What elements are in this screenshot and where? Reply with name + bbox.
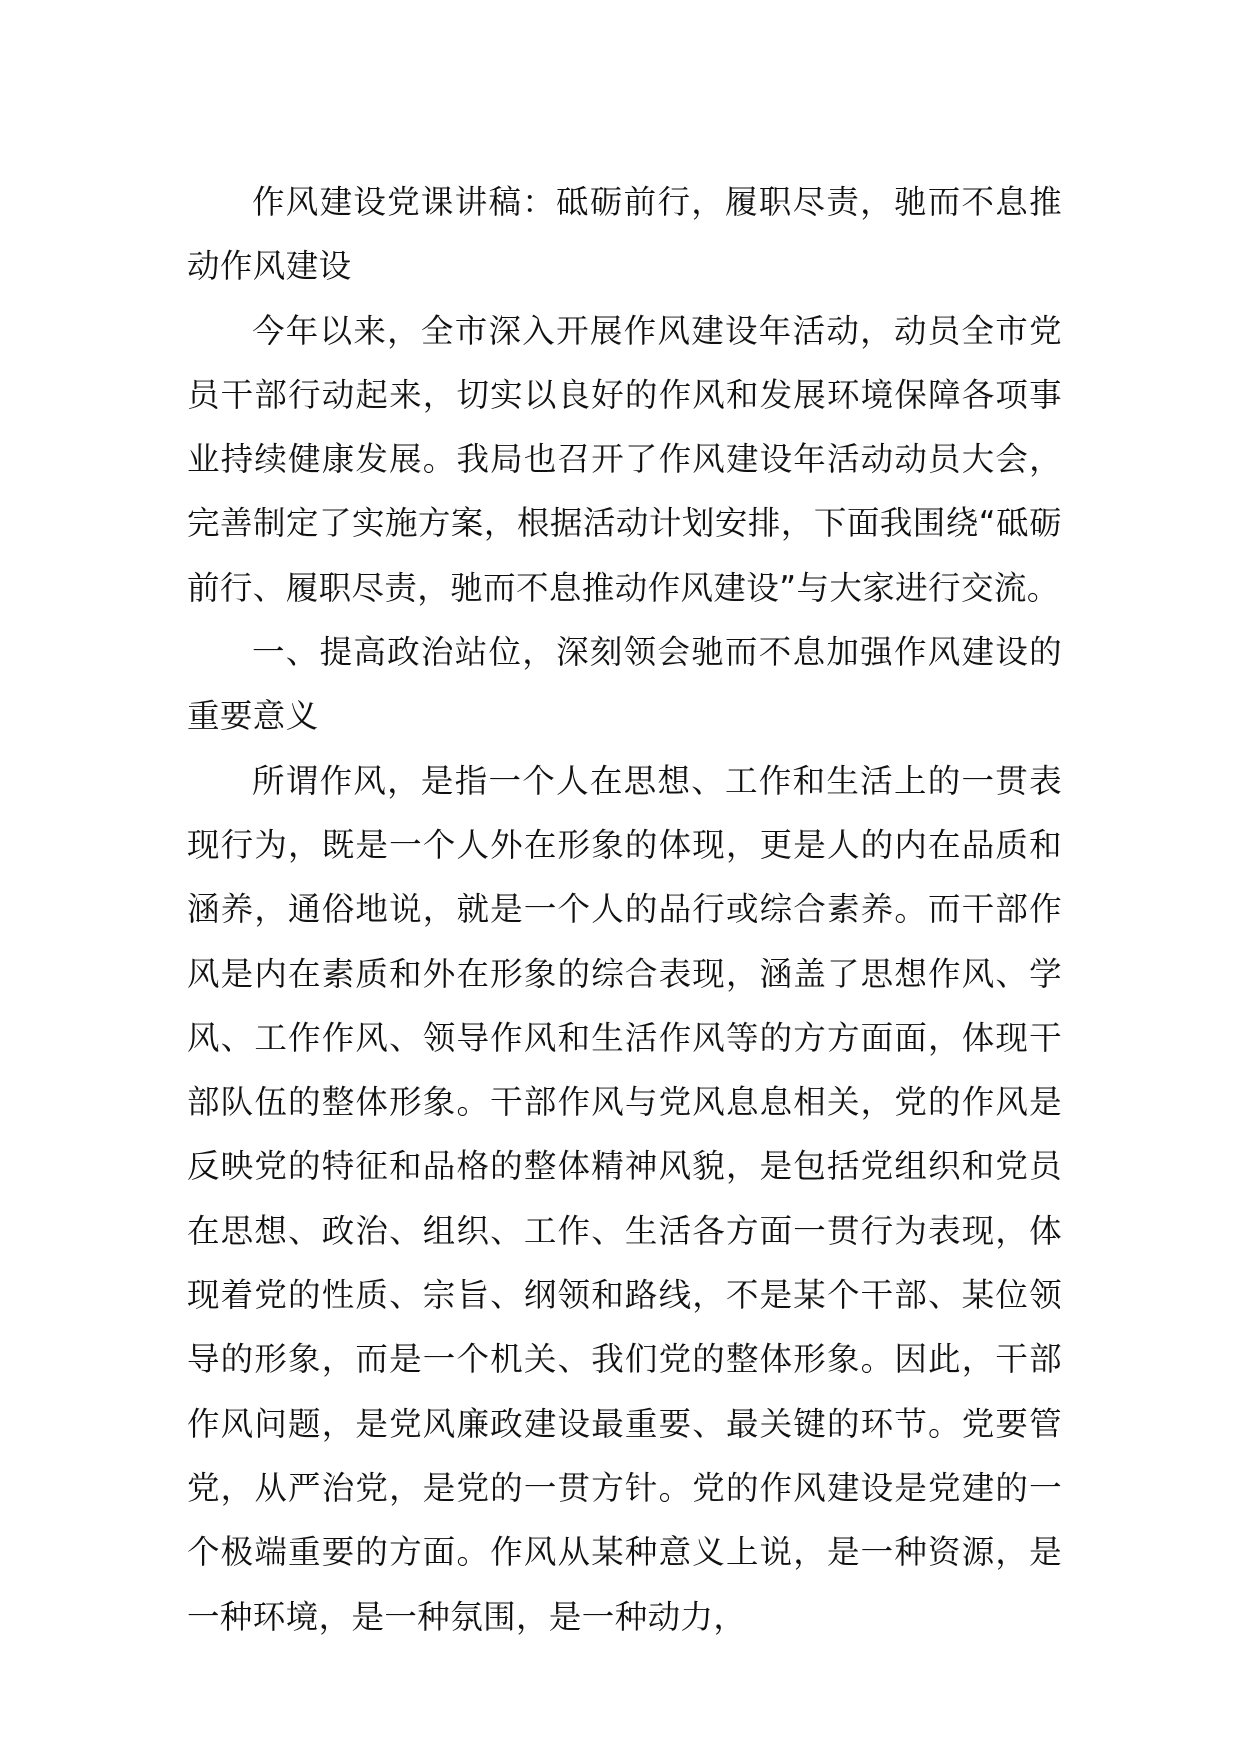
intro-paragraph: 今年以来，全市深入开展作风建设年活动，动员全市党员干部行动起来，切实以良好的作风和发展环境保障各项事业持续健康发展。我局也召开了作风建设年活动动员大会，完善制定了实施方案，根据活动计划安排，下面我围绕“砥砺前行、履职尽责，驰而不息推动作风建设”与大家进行交流。 xyxy=(187,311,1062,607)
body-paragraph: 所谓作风，是指一个人在思想、工作和生活上的一贯表现行为，既是一个人外在形象的体现，更是人的内在品质和涵养，通俗地说，就是一个人的品行或综合素养。而干部作风是内在素质和外在形象的综合表现，涵盖了思想作风、学风、工作作风、领导作风和生活作风等的方方面面，体现干部队伍的整体形象。干部作风与党风息息相关，党的作风是反映党的特征和品格的整体精神风貌，是包括党组织和党员在思想、政治、组织、工作、生活各方面一贯行为表现，体现着党的性质、宗旨、纲领和路线，不是某个干部、某位领导的形象，而是一个机关、我们党的整体形象。因此，干部作风问题，是党风廉政建设最重要、最关键的环节。党要管党，从严治党，是党的一贯方针。党的作风建设是党建的一个极端重要的方面。作风从某种意义上说，是一种资源，是一种环境，是一种氛围，是一种动力， xyxy=(187,761,1062,1636)
document-title: 作风建设党课讲稿：砥砺前行，履职尽责，驰而不息推动作风建设 xyxy=(187,183,1062,286)
section-heading-1: 一、提高政治站位，深刻领会驰而不息加强作风建设的重要意义 xyxy=(187,633,1062,736)
document-body xyxy=(187,170,1062,1649)
